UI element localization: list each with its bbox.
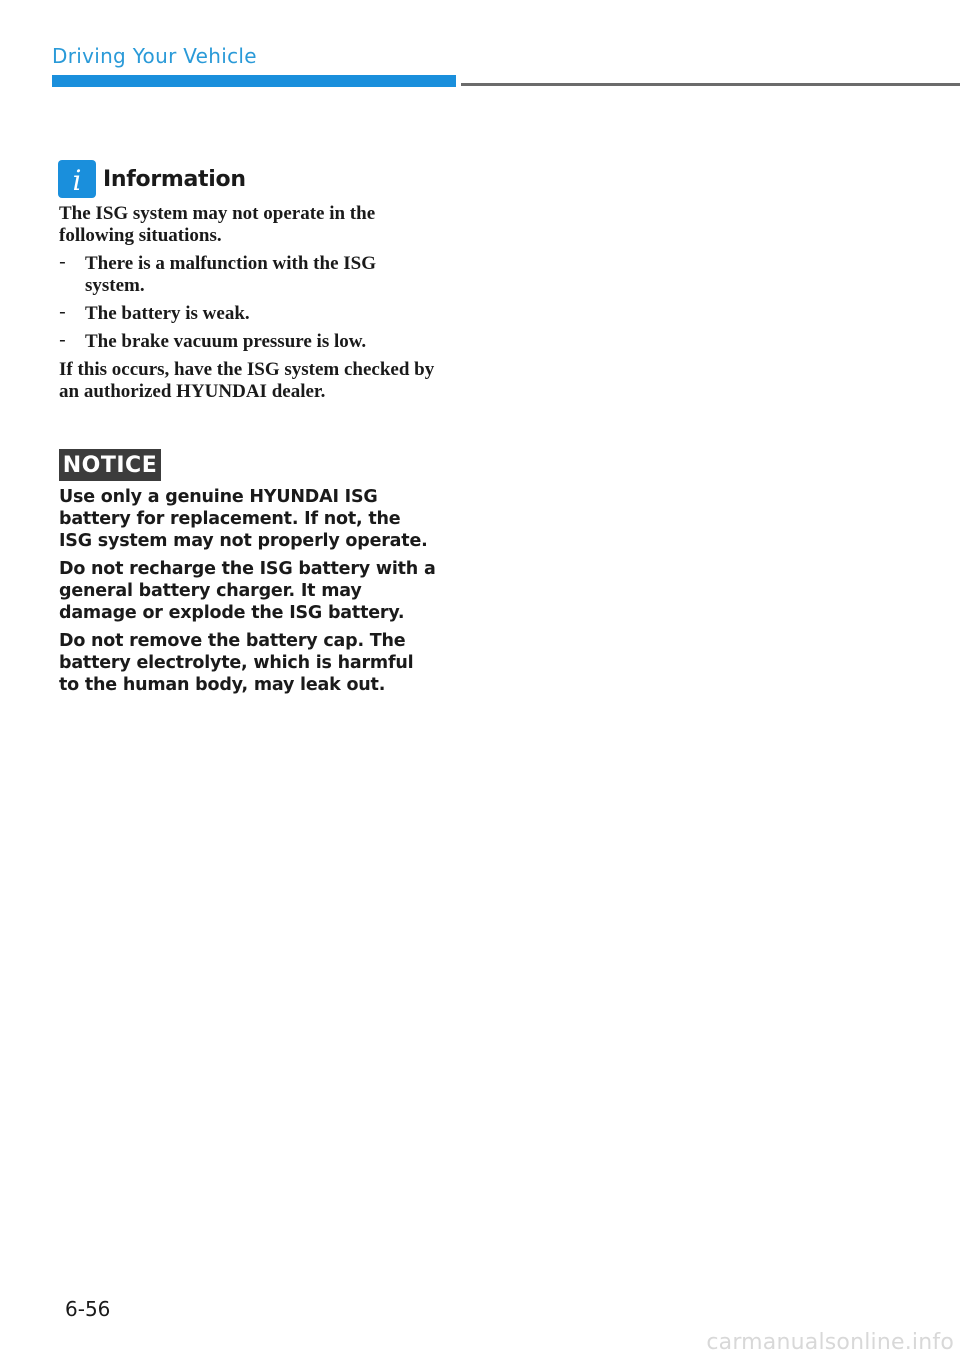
watermark: carmanualsonline.info: [706, 1330, 954, 1355]
info-icon: [58, 160, 96, 198]
page-number: 6-56: [65, 1297, 111, 1321]
header-accent-bar: [52, 75, 456, 87]
information-closing: If this occurs, have the ISG system checked by an authorized HYUNDAI dealer.: [59, 359, 435, 402]
header-rule: [461, 83, 960, 86]
list-item-text: The battery is weak.: [85, 303, 250, 324]
list-item-text: The brake vacuum pressure is low.: [85, 331, 367, 352]
information-title: Information: [103, 166, 246, 192]
information-intro: The ISG system may not operate in the following situations.: [59, 203, 376, 246]
list-item-text: There is a malfunction with the ISG system.: [85, 253, 377, 296]
information-heading: [58, 160, 246, 198]
info-glyph: i: [72, 164, 82, 197]
notice-paragraph: Do not recharge the ISG battery with a general battery charger. It may damage or explode the ISG battery.: [59, 559, 436, 623]
information-body: [59, 203, 439, 403]
list-item: [59, 303, 439, 325]
bullet-dash: -: [59, 329, 66, 351]
bullet-dash: -: [59, 251, 66, 273]
notice-body: [59, 486, 439, 702]
info-glyph-icon: [58, 160, 96, 198]
bullet-dash: -: [59, 301, 66, 323]
information-list: [59, 253, 439, 353]
notice-paragraph: Use only a genuine HYUNDAI ISG battery for replacement. If not, the ISG system may not properly operate.: [59, 487, 428, 551]
notice-paragraph: Do not remove the battery cap. The battery electrolyte, which is harmful to the human body, may leak out.: [59, 631, 414, 695]
list-item: [59, 331, 439, 353]
list-item: [59, 253, 439, 297]
notice-badge: NOTICE: [59, 449, 161, 481]
section-title: Driving Your Vehicle: [52, 44, 257, 68]
